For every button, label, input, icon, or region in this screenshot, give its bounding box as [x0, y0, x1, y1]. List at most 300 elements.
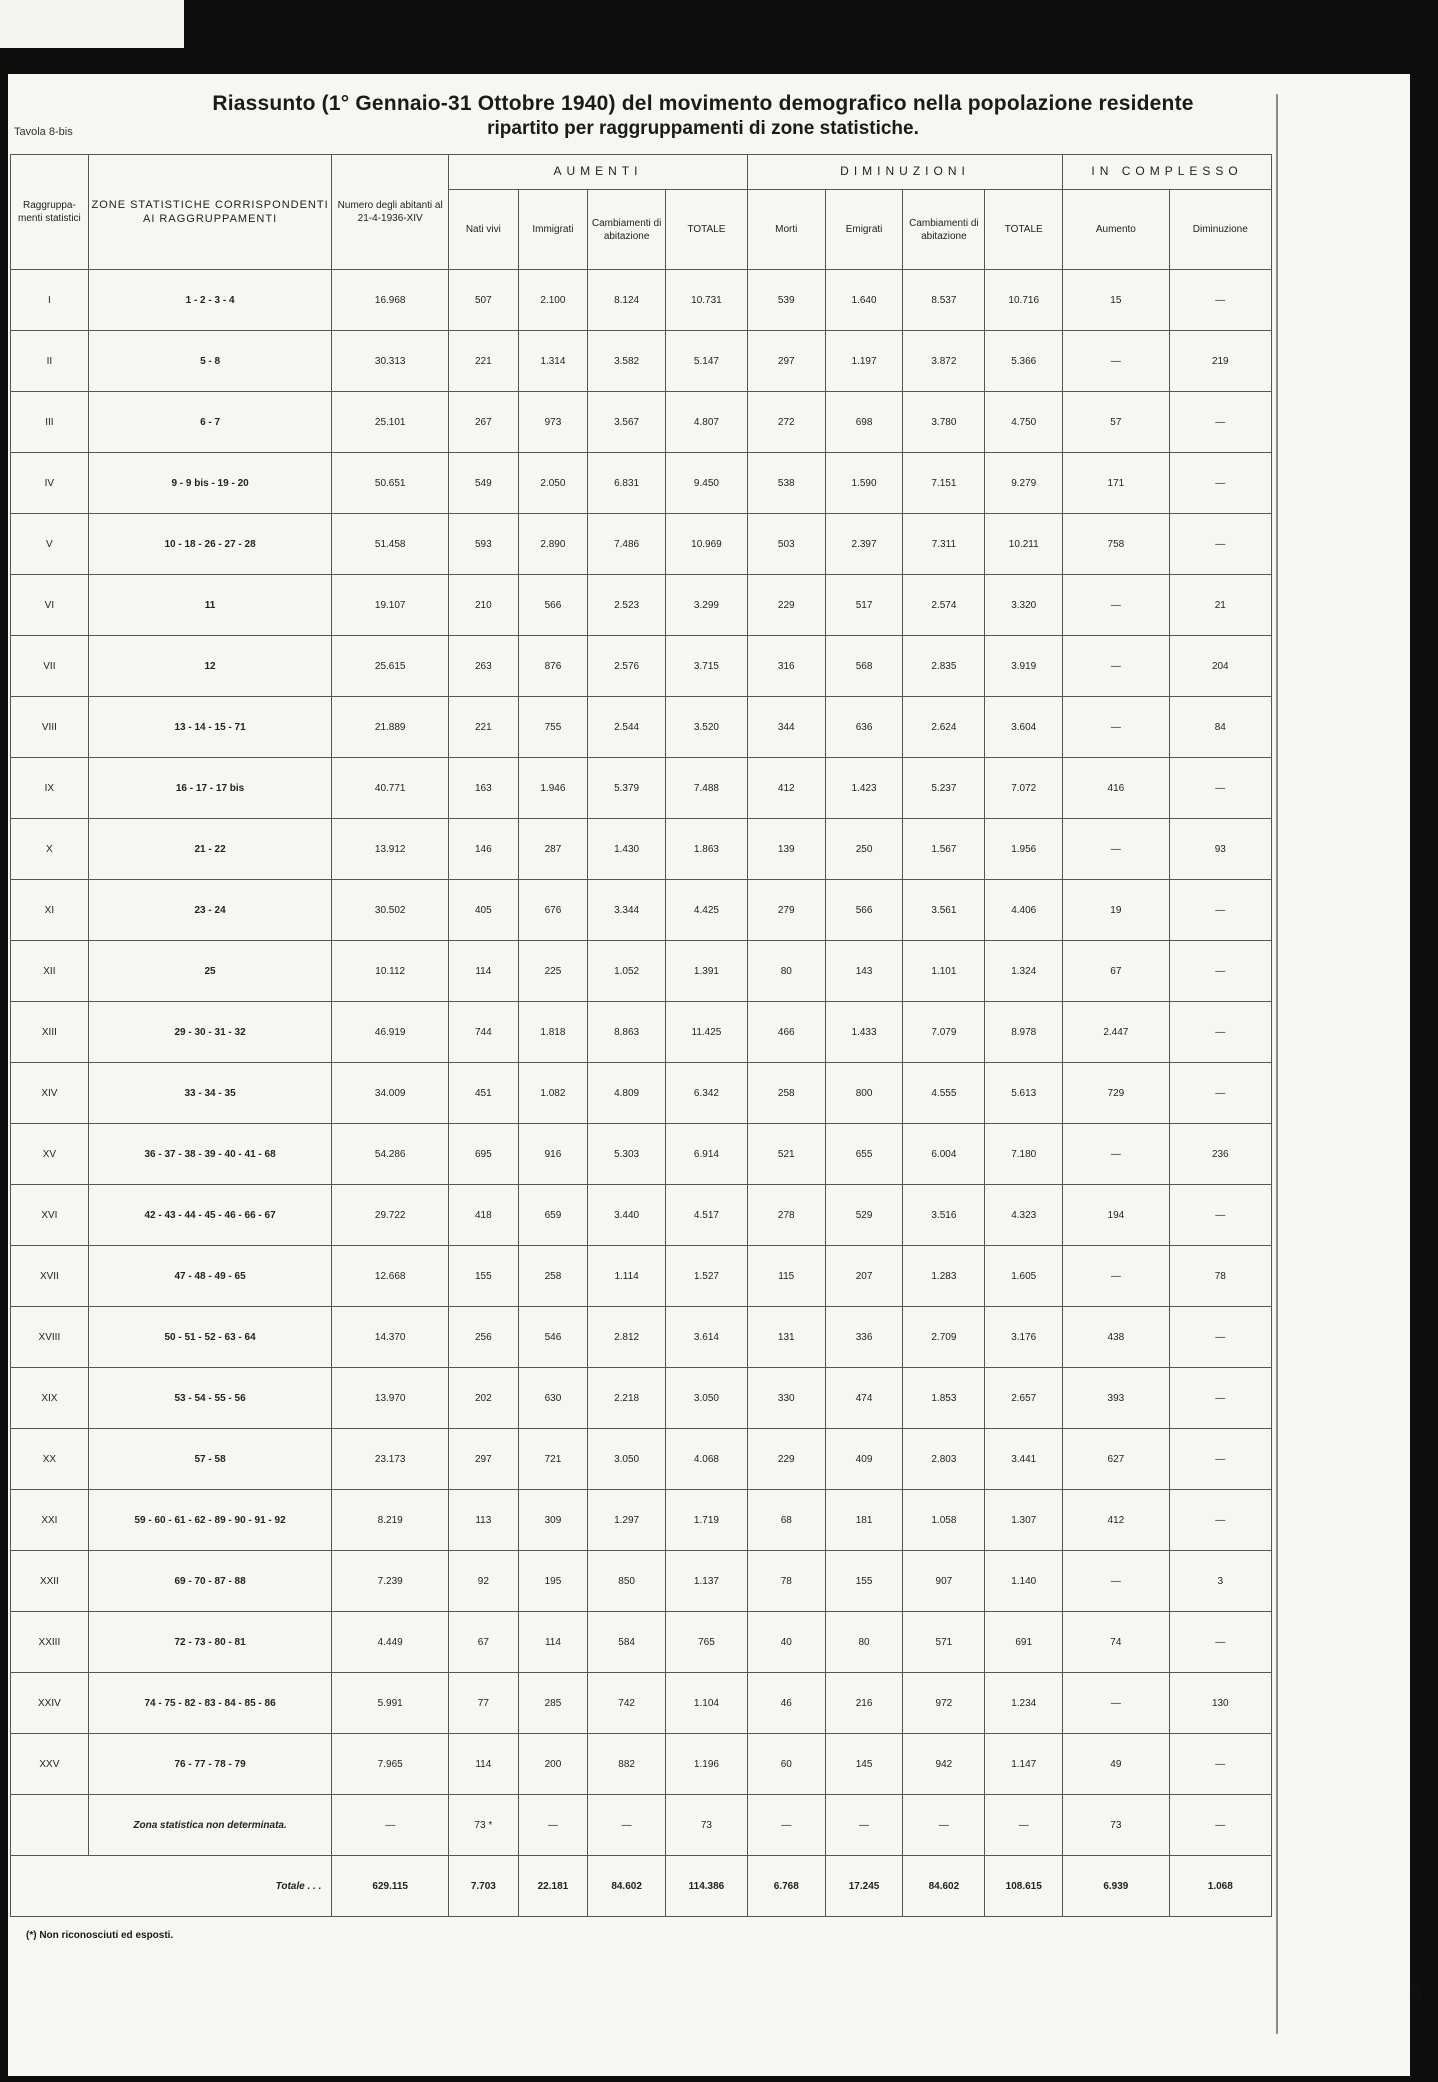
cell-births: 256 [449, 1307, 519, 1368]
cell-increase: 627 [1063, 1429, 1169, 1490]
cell-deaths: 521 [747, 1124, 825, 1185]
cell-total-out: 3.176 [985, 1307, 1063, 1368]
cell-moves-out: 942 [903, 1734, 985, 1795]
cell-zone: 10 - 18 - 26 - 27 - 28 [88, 514, 332, 575]
cell-population: 51.458 [332, 514, 449, 575]
cell-group: XVI [11, 1185, 89, 1246]
cell-total-out: — [985, 1795, 1063, 1856]
cell-total-out: 3.320 [985, 575, 1063, 636]
cell-increase: — [1063, 1551, 1169, 1612]
cell-population: 13.912 [332, 819, 449, 880]
cell-births: 146 [449, 819, 519, 880]
cell-total-out: 10.211 [985, 514, 1063, 575]
total-deaths: 6.768 [747, 1856, 825, 1917]
cell-increase: 194 [1063, 1185, 1169, 1246]
cell-population: 30.313 [332, 331, 449, 392]
cell-group: V [11, 514, 89, 575]
cell-births: 114 [449, 941, 519, 1002]
cell-increase: — [1063, 819, 1169, 880]
cell-immigrants: 114 [518, 1612, 588, 1673]
cell-moves-out: 1.058 [903, 1490, 985, 1551]
cell-deaths: 503 [747, 514, 825, 575]
cell-increase: 2.447 [1063, 1002, 1169, 1063]
cell-total-out: 4.750 [985, 392, 1063, 453]
total-population: 629.115 [332, 1856, 449, 1917]
cell-population: 46.919 [332, 1002, 449, 1063]
cell-population: 25.615 [332, 636, 449, 697]
cell-births: 507 [449, 270, 519, 331]
cell-moves-out: 3.872 [903, 331, 985, 392]
cell-emigrants: 207 [825, 1246, 903, 1307]
cell-births: 113 [449, 1490, 519, 1551]
cell-emigrants: 636 [825, 697, 903, 758]
cell-group: XV [11, 1124, 89, 1185]
cell-deaths: 278 [747, 1185, 825, 1246]
cell-population: 29.722 [332, 1185, 449, 1246]
cell-zone: 25 [88, 941, 332, 1002]
cell-deaths: 538 [747, 453, 825, 514]
total-emigrants: 17.245 [825, 1856, 903, 1917]
cell-moves-in: 1.114 [588, 1246, 666, 1307]
header-births: Nati vivi [449, 190, 519, 270]
cell-moves-out: 7.151 [903, 453, 985, 514]
cell-total-in: 1.137 [666, 1551, 748, 1612]
cell-emigrants: 409 [825, 1429, 903, 1490]
cell-births: 221 [449, 697, 519, 758]
table-row [11, 1612, 1272, 1673]
cell-immigrants: 876 [518, 636, 588, 697]
cell-zone: 13 - 14 - 15 - 71 [88, 697, 332, 758]
cell-moves-in: 3.344 [588, 880, 666, 941]
table-row [11, 1734, 1272, 1795]
cell-total-in: 3.299 [666, 575, 748, 636]
table-row [11, 575, 1272, 636]
cell-decrease: — [1169, 1612, 1271, 1673]
cell-increase: 758 [1063, 514, 1169, 575]
cell-deaths: 412 [747, 758, 825, 819]
title-block [8, 92, 1398, 140]
cell-total-out: 3.441 [985, 1429, 1063, 1490]
cell-moves-in: 3.567 [588, 392, 666, 453]
cell-deaths: 68 [747, 1490, 825, 1551]
cell-moves-out: 1.101 [903, 941, 985, 1002]
cell-moves-out: 7.079 [903, 1002, 985, 1063]
cell-moves-in: 8.124 [588, 270, 666, 331]
cell-moves-out: 571 [903, 1612, 985, 1673]
table-row [11, 1124, 1272, 1185]
cell-population: 23.173 [332, 1429, 449, 1490]
cell-total-in: 9.450 [666, 453, 748, 514]
cell-decrease: 204 [1169, 636, 1271, 697]
cell-moves-in: — [588, 1795, 666, 1856]
cell-total-in: 1.863 [666, 819, 748, 880]
cell-zone: 59 - 60 - 61 - 62 - 89 - 90 - 91 - 92 [88, 1490, 332, 1551]
header-moves-out: Cambiamenti di abitazione [903, 190, 985, 270]
cell-zone: 12 [88, 636, 332, 697]
cell-total-in: 1.391 [666, 941, 748, 1002]
total-decrease: 1.068 [1169, 1856, 1271, 1917]
cell-total-out: 9.279 [985, 453, 1063, 514]
cell-population: 16.968 [332, 270, 449, 331]
table-row [11, 1490, 1272, 1551]
table-label: Tavola 8-bis [14, 126, 73, 138]
cell-total-in: 1.196 [666, 1734, 748, 1795]
table-row [11, 1185, 1272, 1246]
cell-decrease: 3 [1169, 1551, 1271, 1612]
cell-moves-in: 6.831 [588, 453, 666, 514]
cell-deaths: — [747, 1795, 825, 1856]
cell-immigrants: 916 [518, 1124, 588, 1185]
cell-moves-in: 2.812 [588, 1307, 666, 1368]
cell-group: XVII [11, 1246, 89, 1307]
cell-population: 13.970 [332, 1368, 449, 1429]
cell-moves-in: 1.052 [588, 941, 666, 1002]
cell-total-in: 765 [666, 1612, 748, 1673]
cell-group: XVIII [11, 1307, 89, 1368]
cell-immigrants: 200 [518, 1734, 588, 1795]
cell-population: 40.771 [332, 758, 449, 819]
cell-moves-out: 2.709 [903, 1307, 985, 1368]
cell-deaths: 229 [747, 575, 825, 636]
cell-total-in: 4.068 [666, 1429, 748, 1490]
cell-total-out: 1.324 [985, 941, 1063, 1002]
cell-moves-out: 2.835 [903, 636, 985, 697]
cell-emigrants: 1.197 [825, 331, 903, 392]
cell-decrease: — [1169, 270, 1271, 331]
cell-total-out: 5.613 [985, 1063, 1063, 1124]
cell-total-in: 3.520 [666, 697, 748, 758]
cell-deaths: 539 [747, 270, 825, 331]
cell-emigrants: 143 [825, 941, 903, 1002]
cell-moves-out: 3.780 [903, 392, 985, 453]
cell-moves-out: 8.537 [903, 270, 985, 331]
cell-total-out: 691 [985, 1612, 1063, 1673]
table-row [11, 880, 1272, 941]
header-zones: ZONE STATISTICHE CORRISPONDENTI AI RAGGRUPPAMENTI [88, 155, 332, 270]
cell-zone: 53 - 54 - 55 - 56 [88, 1368, 332, 1429]
cell-moves-out: 3.516 [903, 1185, 985, 1246]
cell-total-out: 2.657 [985, 1368, 1063, 1429]
cell-moves-out: 5.237 [903, 758, 985, 819]
cell-increase: 438 [1063, 1307, 1169, 1368]
cell-group: XIX [11, 1368, 89, 1429]
cell-zone: 5 - 8 [88, 331, 332, 392]
cell-births: 67 [449, 1612, 519, 1673]
total-total-out: 108.615 [985, 1856, 1063, 1917]
table-row [11, 1368, 1272, 1429]
cell-group: XXII [11, 1551, 89, 1612]
cell-decrease: — [1169, 880, 1271, 941]
cell-moves-in: 742 [588, 1673, 666, 1734]
header-decreases: DIMINUZIONI [747, 155, 1062, 190]
cell-deaths: 78 [747, 1551, 825, 1612]
cell-population: 25.101 [332, 392, 449, 453]
cell-population: 19.107 [332, 575, 449, 636]
table-row [11, 697, 1272, 758]
cell-decrease: — [1169, 392, 1271, 453]
cell-increase: — [1063, 331, 1169, 392]
cell-total-in: 10.731 [666, 270, 748, 331]
cell-total-out: 7.072 [985, 758, 1063, 819]
cell-immigrants: 676 [518, 880, 588, 941]
cell-emigrants: 216 [825, 1673, 903, 1734]
cell-total-out: 1.147 [985, 1734, 1063, 1795]
table-row [11, 1246, 1272, 1307]
cell-zone: 36 - 37 - 38 - 39 - 40 - 41 - 68 [88, 1124, 332, 1185]
cell-deaths: 139 [747, 819, 825, 880]
cell-immigrants: 2.890 [518, 514, 588, 575]
cell-emigrants: 474 [825, 1368, 903, 1429]
cell-deaths: 316 [747, 636, 825, 697]
cell-group: IV [11, 453, 89, 514]
cell-immigrants: 566 [518, 575, 588, 636]
cell-decrease: — [1169, 941, 1271, 1002]
cell-total-in: 1.527 [666, 1246, 748, 1307]
cell-population: 10.112 [332, 941, 449, 1002]
cell-zone: 29 - 30 - 31 - 32 [88, 1002, 332, 1063]
table-row [11, 1429, 1272, 1490]
cell-moves-in: 584 [588, 1612, 666, 1673]
cell-increase: — [1063, 1124, 1169, 1185]
cell-population: 14.370 [332, 1307, 449, 1368]
cell-population: 4.449 [332, 1612, 449, 1673]
cell-group: XX [11, 1429, 89, 1490]
cell-emigrants: 568 [825, 636, 903, 697]
table-row [11, 941, 1272, 1002]
cell-zone: 1 - 2 - 3 - 4 [88, 270, 332, 331]
cell-total-out: 5.366 [985, 331, 1063, 392]
cell-zone: 9 - 9 bis - 19 - 20 [88, 453, 332, 514]
header-increase: Aumento [1063, 190, 1169, 270]
cell-moves-out: — [903, 1795, 985, 1856]
cell-increase: 57 [1063, 392, 1169, 453]
cell-group: II [11, 331, 89, 392]
cell-moves-in: 1.430 [588, 819, 666, 880]
cell-moves-in: 5.379 [588, 758, 666, 819]
cell-moves-in: 882 [588, 1734, 666, 1795]
cell-moves-in: 3.582 [588, 331, 666, 392]
cell-group: VIII [11, 697, 89, 758]
cell-immigrants: 1.946 [518, 758, 588, 819]
cell-emigrants: 145 [825, 1734, 903, 1795]
cell-emigrants: 336 [825, 1307, 903, 1368]
cell-immigrants: 287 [518, 819, 588, 880]
title-line-2: ripartito per raggruppamenti di zone statistiche. [487, 118, 919, 139]
cell-moves-out: 7.311 [903, 514, 985, 575]
cell-increase: 171 [1063, 453, 1169, 514]
cell-immigrants: 659 [518, 1185, 588, 1246]
cell-deaths: 344 [747, 697, 825, 758]
cell-decrease: — [1169, 1002, 1271, 1063]
cell-increase: 729 [1063, 1063, 1169, 1124]
cell-emigrants: 698 [825, 392, 903, 453]
cell-emigrants: 2.397 [825, 514, 903, 575]
cell-deaths: 297 [747, 331, 825, 392]
cell-deaths: 279 [747, 880, 825, 941]
cell-population: 7.965 [332, 1734, 449, 1795]
cell-group: X [11, 819, 89, 880]
cell-total-in: 1.104 [666, 1673, 748, 1734]
cell-births: 744 [449, 1002, 519, 1063]
cell-population: 5.991 [332, 1673, 449, 1734]
table-row [11, 514, 1272, 575]
cell-immigrants: 309 [518, 1490, 588, 1551]
cell-decrease: 93 [1169, 819, 1271, 880]
cell-moves-in: 2.218 [588, 1368, 666, 1429]
cell-immigrants: 285 [518, 1673, 588, 1734]
cell-zone: 23 - 24 [88, 880, 332, 941]
cell-group: VII [11, 636, 89, 697]
cell-moves-in: 8.863 [588, 1002, 666, 1063]
cell-decrease: 84 [1169, 697, 1271, 758]
cell-moves-out: 972 [903, 1673, 985, 1734]
cell-increase: — [1063, 636, 1169, 697]
cell-decrease: 219 [1169, 331, 1271, 392]
cell-population: 54.286 [332, 1124, 449, 1185]
cell-births: 221 [449, 331, 519, 392]
cell-births: 77 [449, 1673, 519, 1734]
cell-total-in: 10.969 [666, 514, 748, 575]
cell-decrease: — [1169, 1368, 1271, 1429]
cell-zone: 74 - 75 - 82 - 83 - 84 - 85 - 86 [88, 1673, 332, 1734]
cell-immigrants: 630 [518, 1368, 588, 1429]
header-overall: IN COMPLESSO [1063, 155, 1272, 190]
cell-total-in: 4.425 [666, 880, 748, 941]
cell-births: 297 [449, 1429, 519, 1490]
cell-emigrants: 250 [825, 819, 903, 880]
cell-moves-in: 3.050 [588, 1429, 666, 1490]
cell-deaths: 229 [747, 1429, 825, 1490]
table-row [11, 1002, 1272, 1063]
header-total-out: TOTALE [985, 190, 1063, 270]
cell-total-out: 1.234 [985, 1673, 1063, 1734]
table-row [11, 636, 1272, 697]
cell-total-in: 3.614 [666, 1307, 748, 1368]
cell-moves-in: 3.440 [588, 1185, 666, 1246]
table-row [11, 758, 1272, 819]
cell-population: 50.651 [332, 453, 449, 514]
cell-emigrants: 181 [825, 1490, 903, 1551]
cell-total-in: 11.425 [666, 1002, 748, 1063]
total-increase: 6.939 [1063, 1856, 1169, 1917]
cell-increase: 412 [1063, 1490, 1169, 1551]
header-deaths: Morti [747, 190, 825, 270]
cell-births: 405 [449, 880, 519, 941]
cell-zone: 6 - 7 [88, 392, 332, 453]
header-group: Raggruppa-menti statistici [11, 155, 89, 270]
table-row [11, 453, 1272, 514]
cell-group: XXV [11, 1734, 89, 1795]
cell-group: III [11, 392, 89, 453]
cell-zone: 42 - 43 - 44 - 45 - 46 - 66 - 67 [88, 1185, 332, 1246]
header-total-in: TOTALE [666, 190, 748, 270]
cell-immigrants: 1.314 [518, 331, 588, 392]
cell-population: 30.502 [332, 880, 449, 941]
cell-decrease: — [1169, 1185, 1271, 1246]
title-line-1: Riassunto (1° Gennaio-31 Ottobre 1940) del movimento demografico nella popolazione residente [212, 92, 1194, 115]
cell-population: — [332, 1795, 449, 1856]
cell-increase: 19 [1063, 880, 1169, 941]
cell-total-out: 7.180 [985, 1124, 1063, 1185]
header-population: Numero degli abitanti al 21-4-1936-XIV [332, 155, 449, 270]
cell-deaths: 46 [747, 1673, 825, 1734]
cell-increase: — [1063, 1246, 1169, 1307]
table-row [11, 1307, 1272, 1368]
cell-moves-out: 907 [903, 1551, 985, 1612]
total-moves-out: 84.602 [903, 1856, 985, 1917]
cell-deaths: 40 [747, 1612, 825, 1673]
total-births: 7.703 [449, 1856, 519, 1917]
page-number: 5 [1409, 1980, 1422, 2005]
cell-moves-out: 2.574 [903, 575, 985, 636]
cell-moves-in: 2.523 [588, 575, 666, 636]
cell-increase: 416 [1063, 758, 1169, 819]
cell-total-in: 6.342 [666, 1063, 748, 1124]
cell-deaths: 80 [747, 941, 825, 1002]
cell-deaths: 466 [747, 1002, 825, 1063]
totals-label: Totale . . . [11, 1856, 332, 1917]
table-body [11, 270, 1272, 1917]
cell-moves-out: 6.004 [903, 1124, 985, 1185]
cell-decrease: 130 [1169, 1673, 1271, 1734]
cell-immigrants: 258 [518, 1246, 588, 1307]
cell-decrease: — [1169, 453, 1271, 514]
cell-immigrants: 1.082 [518, 1063, 588, 1124]
cell-group: XIV [11, 1063, 89, 1124]
cell-increase: 15 [1063, 270, 1169, 331]
cell-moves-out: 4.555 [903, 1063, 985, 1124]
cell-deaths: 115 [747, 1246, 825, 1307]
cell-births: 695 [449, 1124, 519, 1185]
cell-zone: 11 [88, 575, 332, 636]
cell-deaths: 60 [747, 1734, 825, 1795]
cell-deaths: 131 [747, 1307, 825, 1368]
cell-decrease: 21 [1169, 575, 1271, 636]
header-emigrants: Emigrati [825, 190, 903, 270]
cell-immigrants: 2.100 [518, 270, 588, 331]
cell-total-out: 3.604 [985, 697, 1063, 758]
cell-total-out: 1.307 [985, 1490, 1063, 1551]
scan-edge [0, 0, 184, 48]
cell-births: 163 [449, 758, 519, 819]
totals-row [11, 1856, 1272, 1917]
cell-births: 267 [449, 392, 519, 453]
cell-births: 92 [449, 1551, 519, 1612]
cell-moves-out: 2.803 [903, 1429, 985, 1490]
cell-immigrants: 195 [518, 1551, 588, 1612]
cell-total-out: 1.605 [985, 1246, 1063, 1307]
cell-population: 34.009 [332, 1063, 449, 1124]
cell-population: 7.239 [332, 1551, 449, 1612]
cell-decrease: — [1169, 1307, 1271, 1368]
cell-decrease: — [1169, 1063, 1271, 1124]
cell-decrease: — [1169, 1734, 1271, 1795]
cell-total-in: 1.719 [666, 1490, 748, 1551]
cell-moves-in: 1.297 [588, 1490, 666, 1551]
cell-increase: 74 [1063, 1612, 1169, 1673]
cell-emigrants: 800 [825, 1063, 903, 1124]
cell-emigrants: 1.423 [825, 758, 903, 819]
cell-total-out: 4.323 [985, 1185, 1063, 1246]
cell-births: 593 [449, 514, 519, 575]
cell-decrease: — [1169, 758, 1271, 819]
header-immigrants: Immigrati [518, 190, 588, 270]
cell-immigrants: 1.818 [518, 1002, 588, 1063]
cell-births: 549 [449, 453, 519, 514]
unspecified-row [11, 1795, 1272, 1856]
cell-emigrants: 1.640 [825, 270, 903, 331]
cell-total-out: 1.956 [985, 819, 1063, 880]
